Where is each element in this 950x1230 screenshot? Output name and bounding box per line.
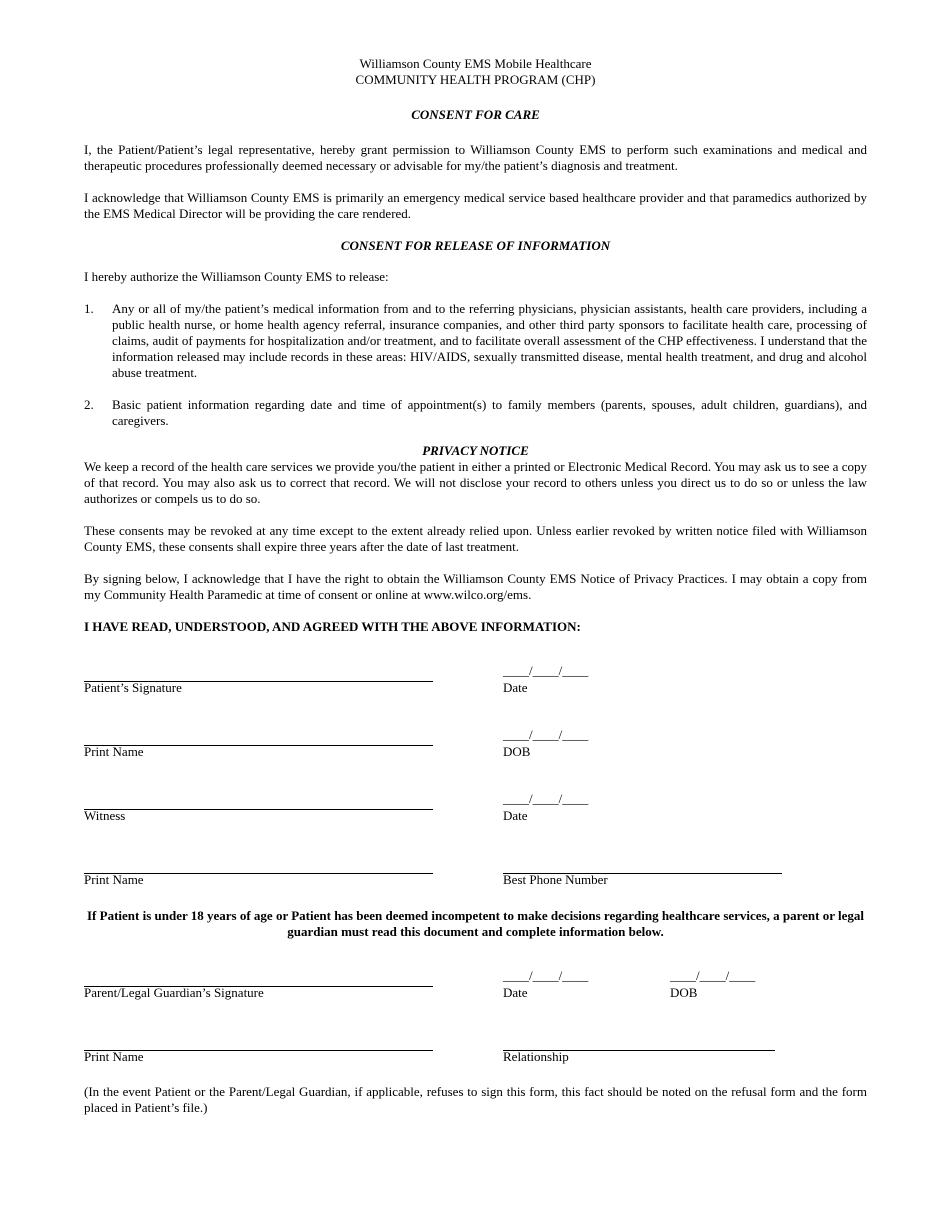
print-name-row [84,727,867,759]
release-intro: I hereby authorize the Williamson County EMS to release: [84,269,389,284]
date-label: Date [503,680,528,695]
list-item-number: 1. [84,301,94,316]
guardian-notice: If Patient is under 18 years of age or Patient has been deemed incompetent to make decisions regarding healthcare services, a parent or legal guardian must read this document and complete information below. [86,908,865,939]
program-line: COMMUNITY HEALTH PROGRAM (CHP) [355,72,596,87]
relationship-label: Relationship [503,1049,569,1064]
refusal-footnote: (In the event Patient or the Parent/Legal Guardian, if applicable, refuses to sign this form, this fact should be noted on the refusal form and the form placed in Patient’s file.) [84,1084,867,1115]
guardian-print-name-row [84,1043,867,1063]
agreement-statement: I HAVE READ, UNDERSTOOD, AND AGREED WITH THE ABOVE INFORMATION: [84,619,581,634]
release-list [84,301,867,429]
best-phone-label: Best Phone Number [503,872,608,887]
print-name-label: Print Name [84,872,144,887]
org-line: Williamson County EMS Mobile Healthcare [359,56,592,71]
print-name-label: Print Name [84,744,144,759]
privacy-paragraph-3: By signing below, I acknowledge that I have the right to obtain the Williamson County EMS Notice of Privacy Practices. I may obtain a copy from my Community Health Paramedic at time of consent or online at www.wilco.org/ems. [84,571,867,602]
privacy-notice-heading: PRIVACY NOTICE [422,443,529,458]
list-item [84,397,867,429]
privacy-paragraph-2: These consents may be revoked at any time except to the extent already relied upon. Unless earlier revoked by written notice filed with Williamson County EMS, these consents shall expire three years after the date of last treatment. [84,523,867,554]
privacy-paragraph-1: We keep a record of the health care services we provide you/the patient in either a printed or Electronic Medical Record. You may ask us to see a copy of that record. You may also ask us to correct that record. We will not disclose your record to others unless you direct us to do so or unless the law authorizes or compels us to do so. [84,459,867,506]
consent-release-heading: CONSENT FOR RELEASE OF INFORMATION [340,238,611,253]
guardian-dob-label: DOB [670,985,698,1000]
consent-form [84,56,867,635]
guardian-date-field[interactable]: ____/____/____ [503,968,589,983]
guardian-signature-row [84,968,867,1000]
witness-date-label: Date [503,808,528,823]
witness-signature-line[interactable] [84,809,433,810]
list-item-text: Any or all of my/the patient’s medical information from and to the referring physicians, physician assistants, health care providers, including a public health nurse, or home health agency referral, insurance companies, and other third party sponsors to facilitate health care, processing of claims, audit of payments for hospitalization and/or treatment, and to facilitate overall assessment of the CHP effectiveness. I understand that the information released may include records in these areas: HIV/AIDS, sexually transmitted disease, mental health treatment, and drug and alcohol abuse treatment. [112,301,867,380]
witness-label: Witness [84,808,126,823]
consent-for-care-heading: CONSENT FOR CARE [411,107,540,122]
list-item [84,301,867,381]
form-header [84,56,867,88]
witness-date-field[interactable]: ____/____/____ [503,791,589,806]
guardian-print-name-label: Print Name [84,1049,144,1064]
consent-care-paragraph-2: I acknowledge that Williamson County EMS is primarily an emergency medical service based healthcare provider and that paramedics authorized by the EMS Medical Director will be providing the care rendered. [84,190,867,221]
patient-signature-label: Patient’s Signature [84,680,182,695]
date-field[interactable]: ____/____/____ [503,663,589,678]
guardian-dob-field[interactable]: ____/____/____ [670,968,756,983]
print-name-phone-row [84,866,867,886]
list-item-number: 2. [84,397,94,412]
dob-label: DOB [503,744,531,759]
dob-field[interactable]: ____/____/____ [503,727,589,742]
consent-care-paragraph-1: I, the Patient/Patient’s legal representative, hereby grant permission to Williamson County EMS to perform such examinations and medical and therapeutic procedures professionally deemed necessary or advisable for my/the patient’s diagnosis and treatment. [84,142,867,173]
guardian-date-label: Date [503,985,528,1000]
witness-row [84,791,867,823]
list-item-text: Basic patient information regarding date and time of appointment(s) to family members (parents, spouses, adult children, guardians), and caregivers. [112,397,867,428]
patient-signature-row [84,663,867,695]
guardian-signature-label: Parent/Legal Guardian’s Signature [84,985,264,1000]
